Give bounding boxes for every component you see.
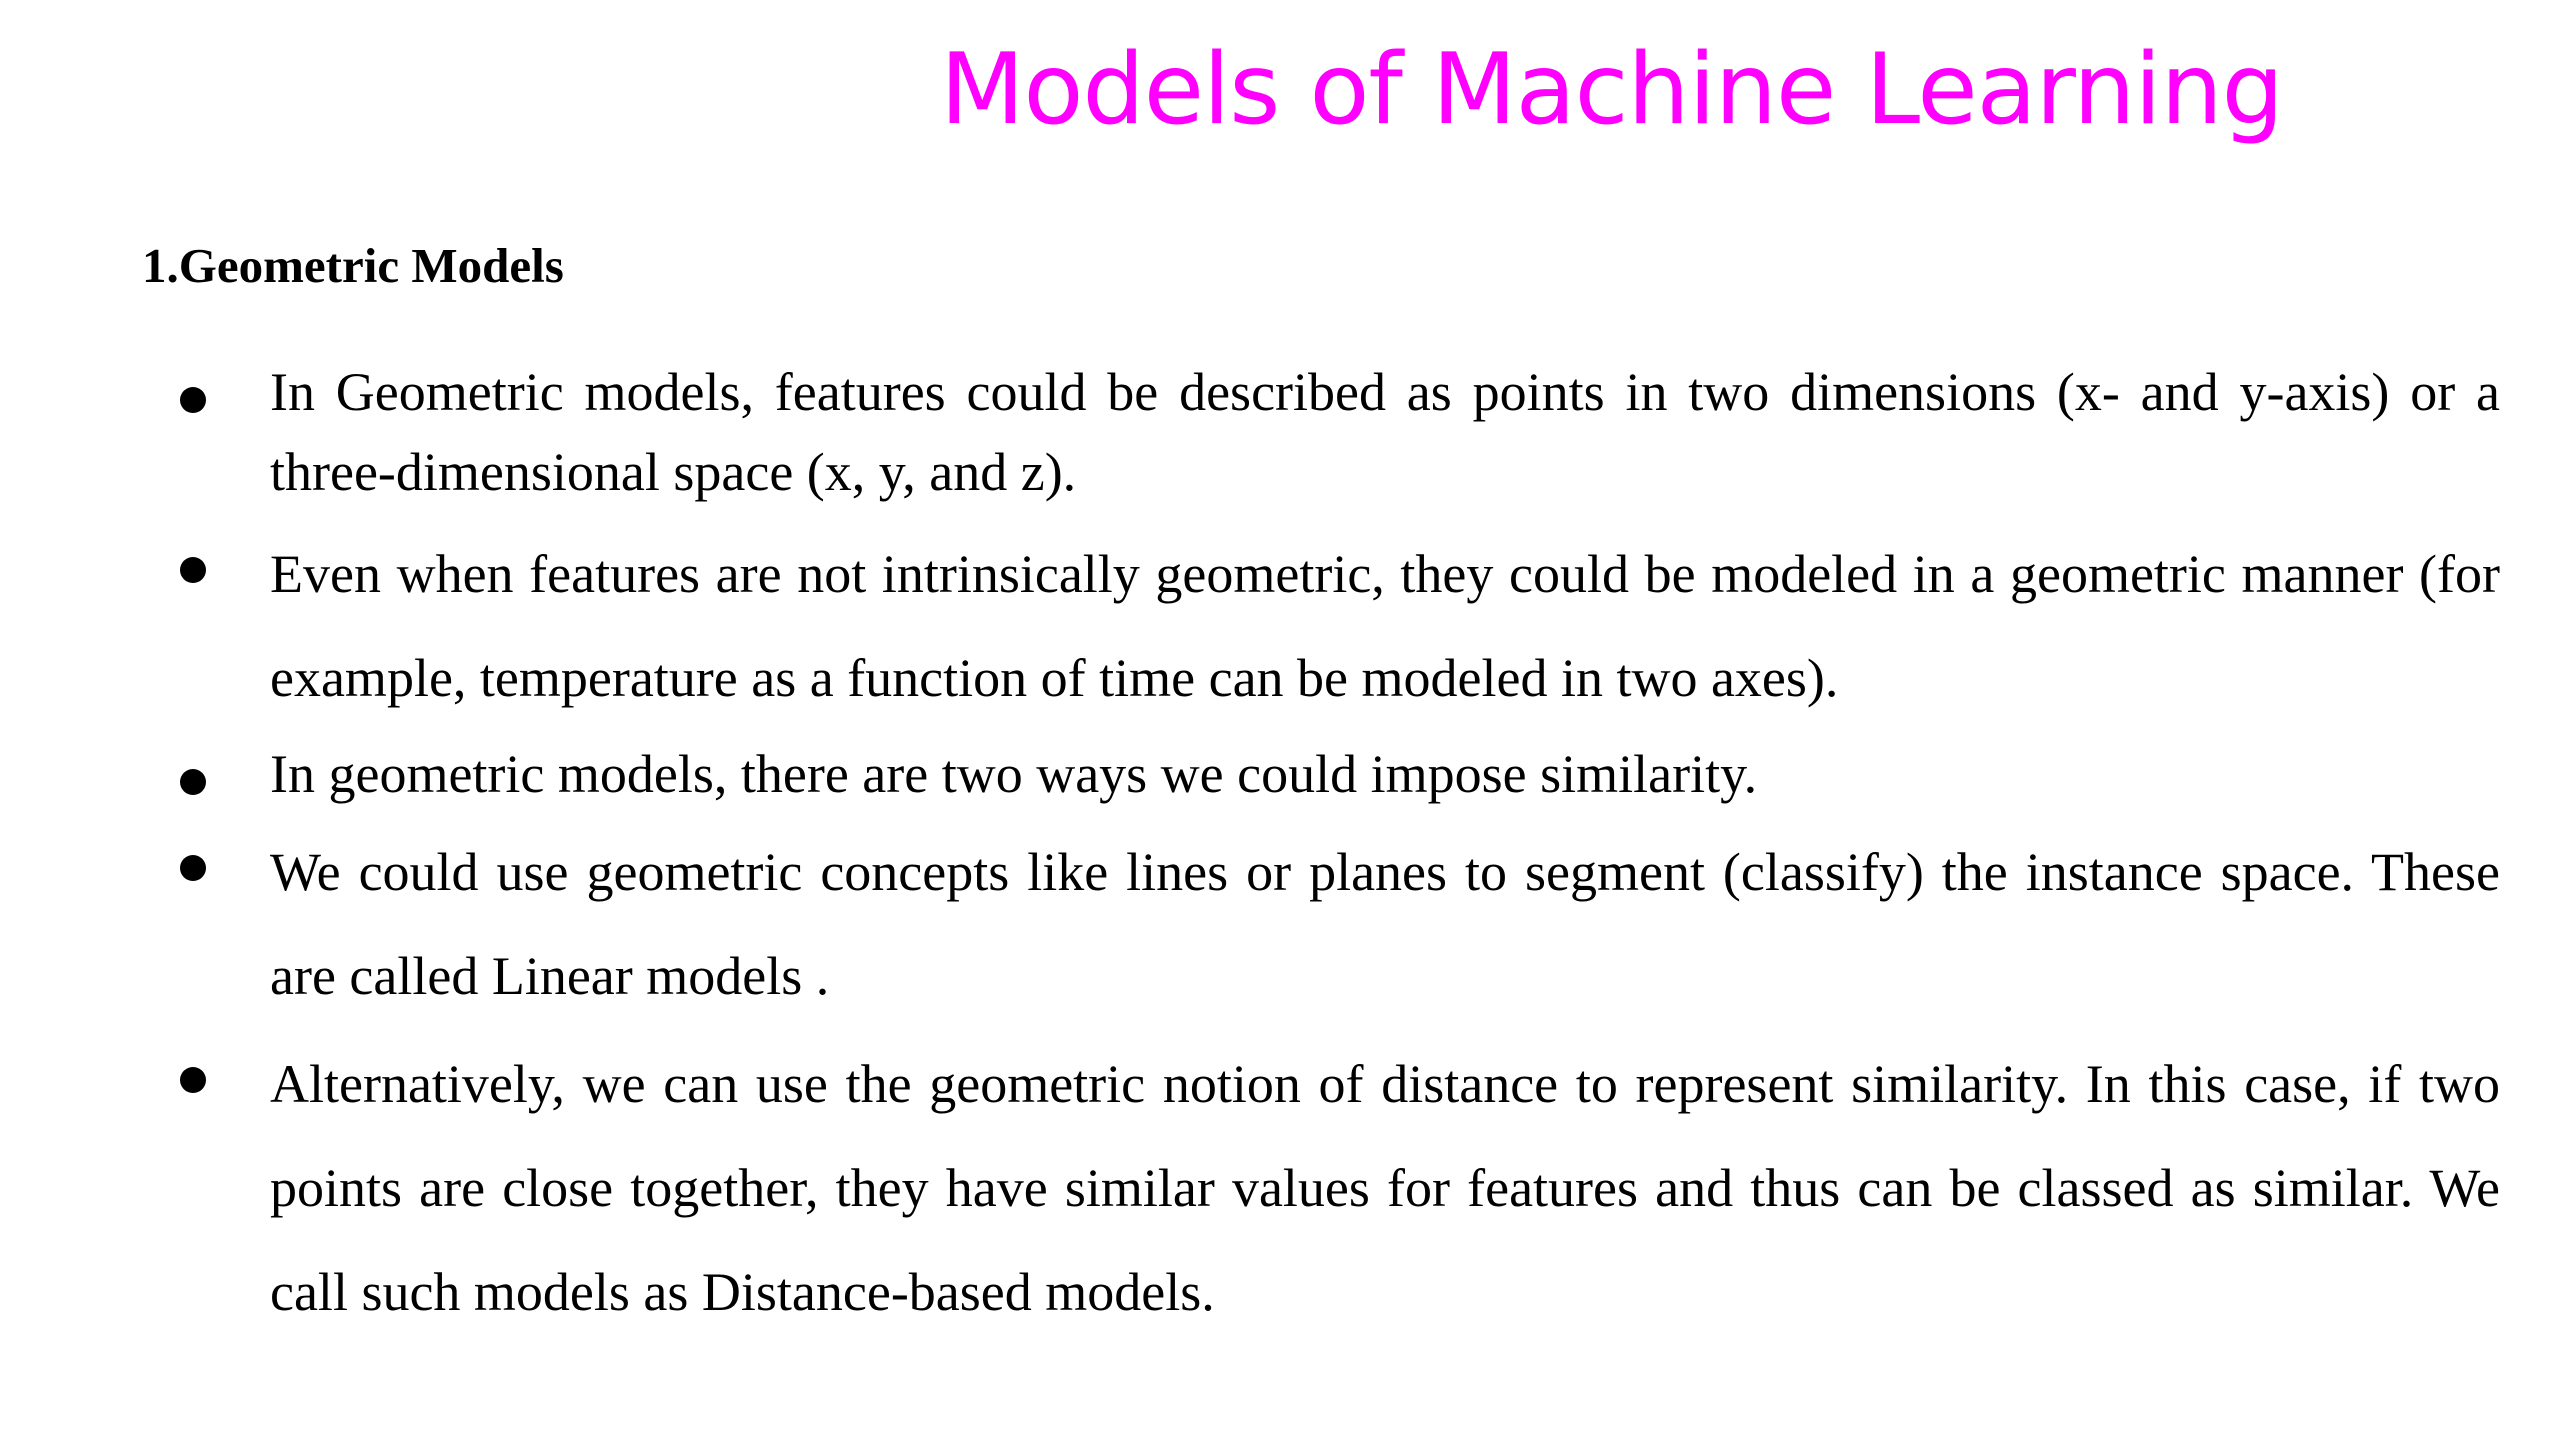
bullet-text: In Geometric models, features could be described as points in two dimensions (x- and y-axis) or a three-dimensional space (x, y, and z).: [270, 362, 2500, 502]
bullet-text: Even when features are not intrinsically geometric, they could be modeled in a geometric manner (for example, temperature as a function of time can be modeled in two axes).: [270, 544, 2500, 708]
section-heading: 1.Geometric Models: [142, 238, 564, 293]
bullet-icon: [180, 557, 206, 583]
bullet-icon: [180, 769, 206, 795]
bullet-icon: [180, 1067, 206, 1093]
bullet-text: We could use geometric concepts like lines or planes to segment (classify) the instance space. These are called Linear models .: [270, 842, 2500, 1006]
bullet-icon: [180, 855, 206, 881]
bullet-icon: [180, 387, 206, 413]
bullet-text: In geometric models, there are two ways we could impose similarity.: [270, 744, 1758, 804]
bullet-text: Alternatively, we can use the geometric notion of distance to represent similarity. In this case, if two points are close together, they have similar values for features and thus can be classed as similar. We call such models as Distance-based models.: [270, 1054, 2500, 1322]
slide-title: Models of Machine Learning: [940, 33, 2283, 147]
